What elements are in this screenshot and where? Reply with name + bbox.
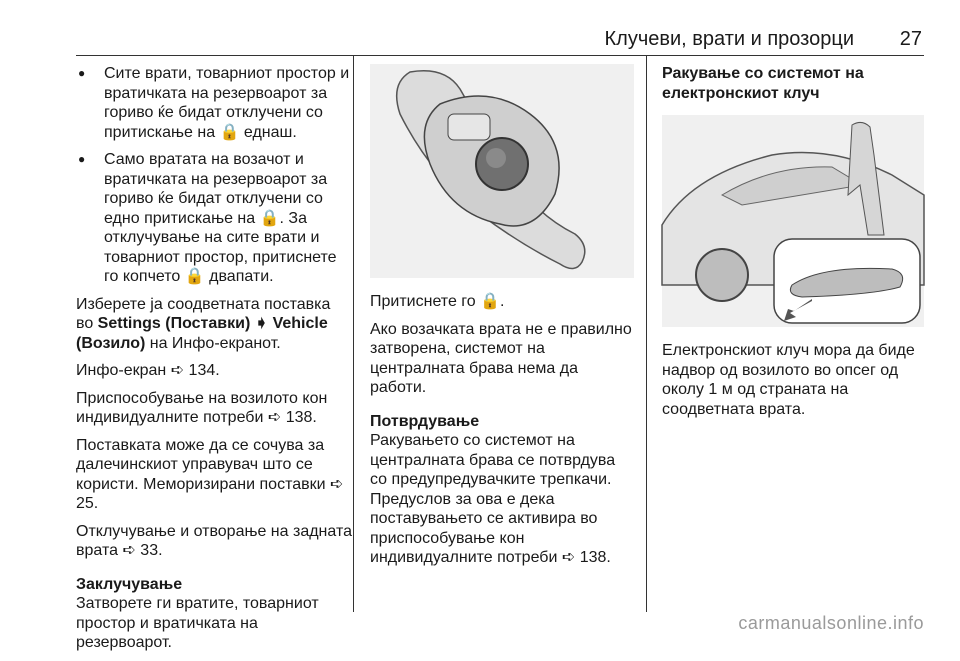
bullet-item: ● Сите врати, товарниот простор и вратичката на резервоарот за гориво ќе бидат отклучени со притискање на 🔒 еднаш. [76,64,352,142]
watermark: carmanualsonline.info [738,613,924,633]
column-middle [370,64,634,576]
column-divider [353,56,354,612]
column-left [76,64,352,661]
settings-paragraph: Изберете ја соодветната поставка во Settings (Поставки) ➧ Vehicle (Возило) на Инфо-екранот. [76,295,331,352]
instruction-line: Притиснете го 🔒. [370,293,505,310]
cross-reference: Инфо-екран ➪ 134. [76,362,220,379]
body-paragraph: Електронскиот клуч мора да биде надвор од возилото во опсег од околу 1 м од страната на соодветната врата. [662,342,915,418]
body-paragraph: Ракувањето со системот на централната брава се потврдува со предупредувачките трепкачи. Предуслов за ова е дека поставувањето се активира во приспособување кон индивидуалните потреби ➪ 138. [370,432,616,566]
car-wheel [696,249,748,301]
cross-reference: Отклучување и отворање на задната врата ➪ 33. [76,522,352,559]
section-heading-confirmation: Потврдување [370,412,480,430]
section-heading-electronic-key: Ракување со системот на електронскиот клуч [662,65,864,102]
body-paragraph: Затворете ги вратите, товарниот простор и вратичката на резервоарот. [76,595,319,651]
section-title: Клучеви, врати и прозорци [604,28,854,50]
column-divider [646,56,647,612]
section-heading-locking: Заклучување [76,575,183,593]
page-number: 27 [899,28,922,50]
unlock-button-highlight [486,148,506,168]
body-paragraph: Поставката може да се сочува за далечинскиот управувач што се користи. Меморизирани поставки ➪ 25. [76,436,344,512]
key-fob-illustration [370,64,634,278]
key-fob-drawing [370,64,634,278]
settings-menu-path: Settings (Поставки) ➧ Vehicle (Возило) [76,315,328,352]
bullet-item: ● Само вратата на возачот и вратичката на резервоарот за гориво ќе бидат отклучени со едно притискање на 🔒. За отклучување на сите врати и товарниот простор, притиснете го копчето 🔒 двапати. [76,150,352,287]
page-header [76,26,924,56]
lock-button [448,114,490,140]
body-paragraph: Ако возачката врата не е правилно затворена, системот на централната брава нема да работи. [370,320,632,396]
column-right [662,64,924,427]
car-door-drawing [662,115,924,327]
car-door-illustration [662,115,924,327]
cross-reference: Приспособување на возилото кон индивидуалните потреби ➪ 138. [76,389,328,426]
